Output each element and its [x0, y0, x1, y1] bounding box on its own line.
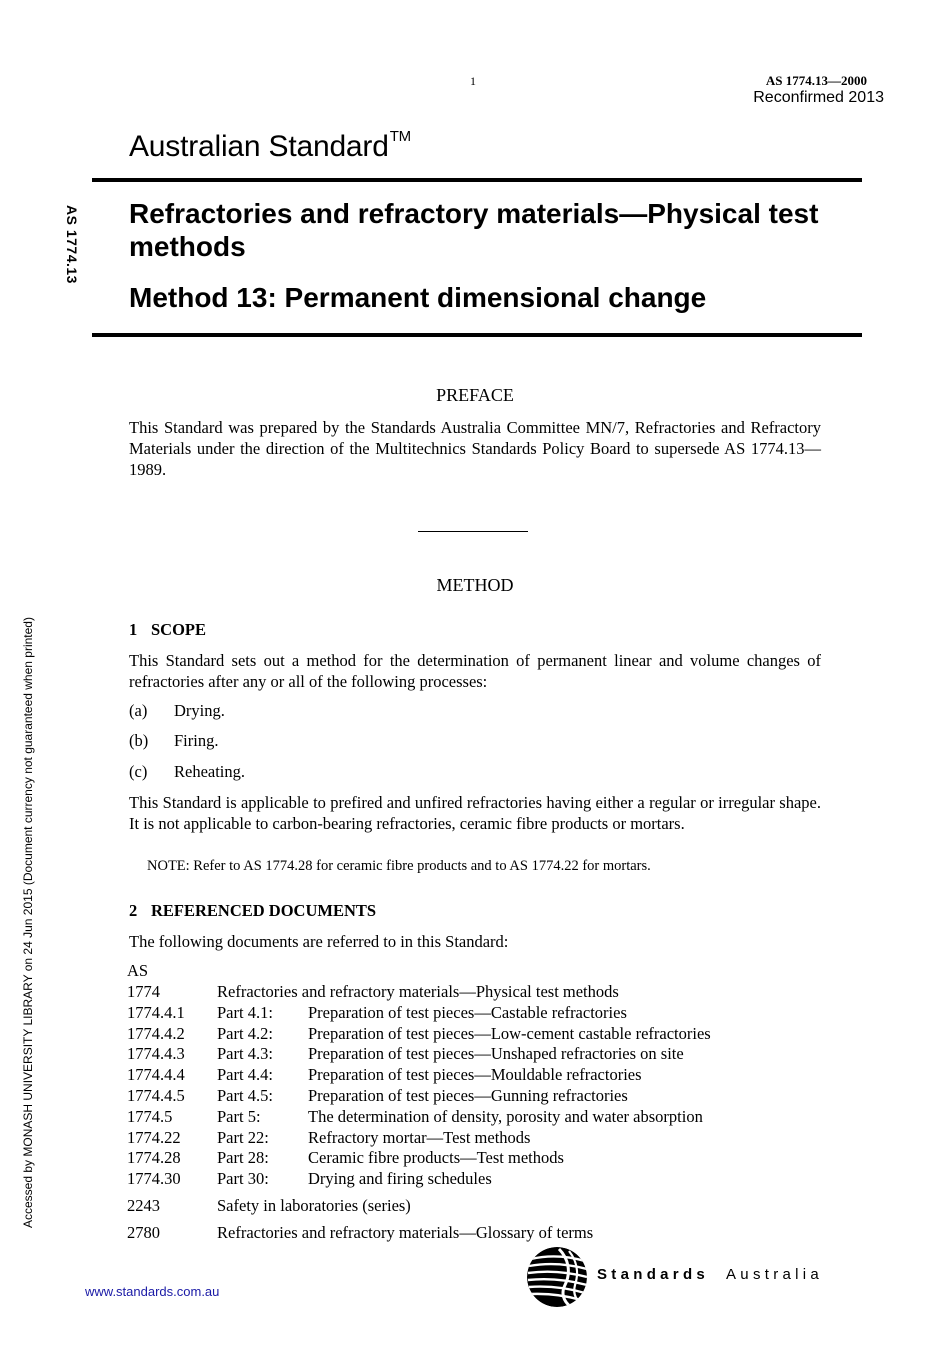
- reference-row: [127, 1128, 530, 1149]
- reference-row: [127, 1148, 564, 1169]
- reference-doc: 1774.22: [127, 1128, 181, 1147]
- reference-doc: 1774.5: [127, 1107, 173, 1126]
- list-item-text: Firing.: [174, 731, 219, 750]
- references-number: 2: [129, 901, 138, 920]
- reference-doc: 1774.4.2: [127, 1024, 185, 1043]
- standards-australia-logo-icon: [525, 1245, 589, 1309]
- title-rule-top: [92, 178, 862, 182]
- scope-note: NOTE: Refer to AS 1774.28 for ceramic fibre products and to AS 1774.22 for mortars.: [147, 858, 651, 874]
- reference-doc: 1774.4.5: [127, 1086, 185, 1105]
- access-side-note: Accessed by MONASH UNIVERSITY LIBRARY on 24 Jun 2015 (Document currency not guaranteed when printed): [21, 617, 35, 1229]
- standard-label-text: Australian Standard: [129, 130, 389, 163]
- reference-row: [127, 1003, 627, 1024]
- reference-part: Part 5:: [217, 1107, 261, 1126]
- list-item: [129, 701, 225, 721]
- reference-title: The determination of density, porosity and water absorption: [308, 1107, 703, 1126]
- references-heading-text: REFERENCED DOCUMENTS: [151, 901, 377, 920]
- scope-intro: This Standard sets out a method for the determination of permanent linear and volume changes of refractories after any or all of the following processes:: [129, 651, 821, 691]
- reference-part: Part 4.5:: [217, 1086, 273, 1105]
- list-item-label: (c): [129, 762, 148, 781]
- reference-part: Refractories and refractory materials—Physical test methods: [217, 982, 619, 1001]
- document-title: Refractories and refractory materials—Physical test methods: [129, 198, 819, 262]
- reference-row: [127, 1107, 703, 1128]
- reference-part: Part 22:: [217, 1128, 269, 1147]
- trademark-mark: TM: [389, 128, 411, 145]
- preface-heading: PREFACE: [436, 385, 514, 405]
- reference-doc: 1774.4.3: [127, 1044, 185, 1063]
- reference-part: Part 4.3:: [217, 1044, 273, 1063]
- list-item-text: Drying.: [174, 701, 225, 720]
- document-id: AS 1774.13—2000: [765, 73, 867, 88]
- reference-title: Refractory mortar—Test methods: [308, 1128, 531, 1147]
- reference-part: Part 4.1:: [217, 1003, 273, 1022]
- references-intro: The following documents are referred to in this Standard:: [129, 932, 509, 951]
- reference-title: Ceramic fibre products—Test methods: [308, 1148, 564, 1167]
- method-title: Method 13: Permanent dimensional change: [129, 282, 707, 313]
- reference-part: Part 4.4:: [217, 1065, 273, 1084]
- reference-doc: 1774.28: [127, 1148, 181, 1167]
- reference-row: [127, 982, 619, 1003]
- list-item-label: (a): [129, 701, 148, 720]
- reference-doc: 1774: [127, 982, 160, 1001]
- list-item: [129, 762, 245, 782]
- reference-doc: 1774.30: [127, 1169, 181, 1188]
- reference-row: [127, 1044, 684, 1065]
- reference-row: [127, 1196, 411, 1217]
- standard-label: [129, 128, 411, 164]
- reference-part: Safety in laboratories (series): [217, 1196, 411, 1215]
- page-number: 1: [470, 74, 476, 88]
- reference-title: Preparation of test pieces—Mouldable refractories: [308, 1065, 642, 1084]
- reference-row: [127, 1086, 628, 1107]
- reference-part: Refractories and refractory materials—Glossary of terms: [217, 1223, 594, 1242]
- references-prefix: AS: [127, 961, 149, 980]
- scope-heading: [129, 620, 206, 640]
- method-heading: METHOD: [436, 575, 514, 595]
- title-rule-bottom: [92, 333, 862, 337]
- applicability-text: This Standard is applicable to prefired and unfired refractories having either a regular or irregular shape. It is not applicable to carbon-bearing refractories, ceramic fibre products or mortars.: [129, 793, 821, 833]
- reference-row: [127, 1169, 492, 1190]
- preface-text: This Standard was prepared by the Standards Australia Committee MN/7, Refractories and Refractory Materials under the direction of the Multitechnics Standards Policy Board to supersede AS 1774.13—1989.: [129, 418, 821, 479]
- reference-title: Drying and firing schedules: [308, 1169, 492, 1188]
- reference-row: [127, 1223, 593, 1244]
- footer-website-link[interactable]: www.standards.com.au: [85, 1284, 220, 1299]
- side-document-id: AS 1774.13: [64, 205, 80, 284]
- reference-doc: 2780: [127, 1223, 160, 1242]
- reference-part: Part 4.2:: [217, 1024, 273, 1043]
- list-item: [129, 731, 218, 751]
- list-item-label: (b): [129, 731, 149, 750]
- logo-text-bold: Standards: [597, 1266, 710, 1283]
- logo-text-regular: Australia: [726, 1266, 824, 1283]
- reference-title: Preparation of test pieces—Low-cement castable refractories: [308, 1024, 711, 1043]
- scope-number: 1: [129, 620, 138, 639]
- reference-doc: 1774.4.1: [127, 1003, 185, 1022]
- reference-doc: 1774.4.4: [127, 1065, 185, 1084]
- reference-title: Preparation of test pieces—Unshaped refractories on site: [308, 1044, 684, 1063]
- reconfirmed-label: Reconfirmed 2013: [753, 89, 884, 106]
- reference-part: Part 28:: [217, 1148, 269, 1167]
- reference-title: Preparation of test pieces—Gunning refractories: [308, 1086, 628, 1105]
- reference-row: [127, 1024, 711, 1045]
- list-item-text: Reheating.: [174, 762, 246, 781]
- reference-doc: 2243: [127, 1196, 160, 1215]
- references-heading: [129, 901, 376, 921]
- reference-row: [127, 1065, 642, 1086]
- section-divider: [418, 531, 528, 532]
- reference-part: Part 30:: [217, 1169, 269, 1188]
- reference-title: Preparation of test pieces—Castable refractories: [308, 1003, 627, 1022]
- standards-australia-logo-text: [597, 1266, 823, 1283]
- scope-heading-text: SCOPE: [151, 620, 207, 639]
